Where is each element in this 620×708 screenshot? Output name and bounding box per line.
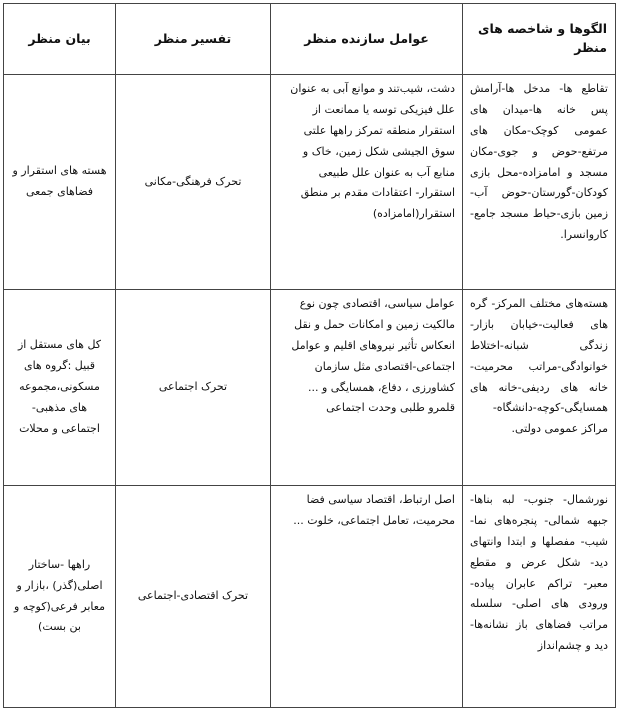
expression-cell: راهها -ساختار اصلی(گذر) ،بازار و معابر فرعی(کوچه و بن بست) — [4, 486, 116, 708]
expression-cell: کل های مستقل از قبیل :گروه های مسکونی،مجموعه های مذهبی- اجتماعی و محلات — [4, 290, 116, 486]
expression-cell: هسته های استقرار و فضاهای جمعی — [4, 75, 116, 290]
factors-cell: دشت، شیب‌تند و موانع آبی به عنوان علل فیزیکی توسه یا ممانعت از استقرار منطقه تمرکز راهها علتی سوق الجیشی شکل زمین، خاک و منابع آب به عنوان علل طبیعی استقرار- اعتقادات مقدم بر منطق استقرار(امامزاده) — [271, 75, 463, 290]
factors-cell: اصل ارتباط، اقتصاد سیاسی فضا محرمیت، تعامل اجتماعی، خلوت ... — [271, 486, 463, 708]
table-row — [4, 290, 616, 486]
landscape-table — [3, 3, 616, 708]
header-row — [4, 4, 616, 75]
table-row — [4, 75, 616, 290]
header-expression: بیان منظر — [4, 4, 116, 75]
header-interpretation: تفسیر منظر — [116, 4, 271, 75]
header-factors: عوامل سازنده منظر — [271, 4, 463, 75]
interpretation-cell: تحرک اجتماعی — [116, 290, 271, 486]
interpretation-cell: تحرک فرهنگی-مکانی — [116, 75, 271, 290]
table-row — [4, 486, 616, 708]
factors-cell: عوامل سیاسی، اقتصادی چون نوع مالکیت زمین و امکانات حمل و نقل انعکاس تأثیر نیروهای اقلیم و عوامل اجتماعی-اقتصادی مثل سازمان کشاورزی ، دفاع، همسایگی و ... قلمرو طلبی وحدت اجتماعی — [271, 290, 463, 486]
patterns-cell: تقاطع ها- مدخل ها-آرامش پس خانه ها-میدان های عمومی کوچک-مکان های مرتفع-حوض و جوی-مکان مسجد و امامزاده-محل بازی کودکان-گورستان-حوض آب-زمین بازی-حیاط مسجد جامع-کاروانسرا. — [463, 75, 616, 290]
header-patterns: الگوها و شاخصه های منظر — [463, 4, 616, 75]
interpretation-cell: تحرک اقتصادی-اجتماعی — [116, 486, 271, 708]
patterns-cell: هسته‌های مختلف المرکز- گره های فعالیت-خیابان بازار-زندگی شبانه-اختلاط خوانوادگی-مراتب محرمیت-خانه های ردیفی-خانه های همسایگی-کوچه-دانشگاه-مراکز عمومی دولتی. — [463, 290, 616, 486]
patterns-cell: نورشمال- جنوب- لبه بناها- جبهه شمالی- پنجره‌های نما- شیب- مفصلها و ابتدا وانتهای دید- شکل عرض و مقطع معبر- تراکم عابران پیاده- ورودی های اصلی- سلسله مراتب فضاهای باز نشانه‌ها- دید و چشم‌انداز — [463, 486, 616, 708]
